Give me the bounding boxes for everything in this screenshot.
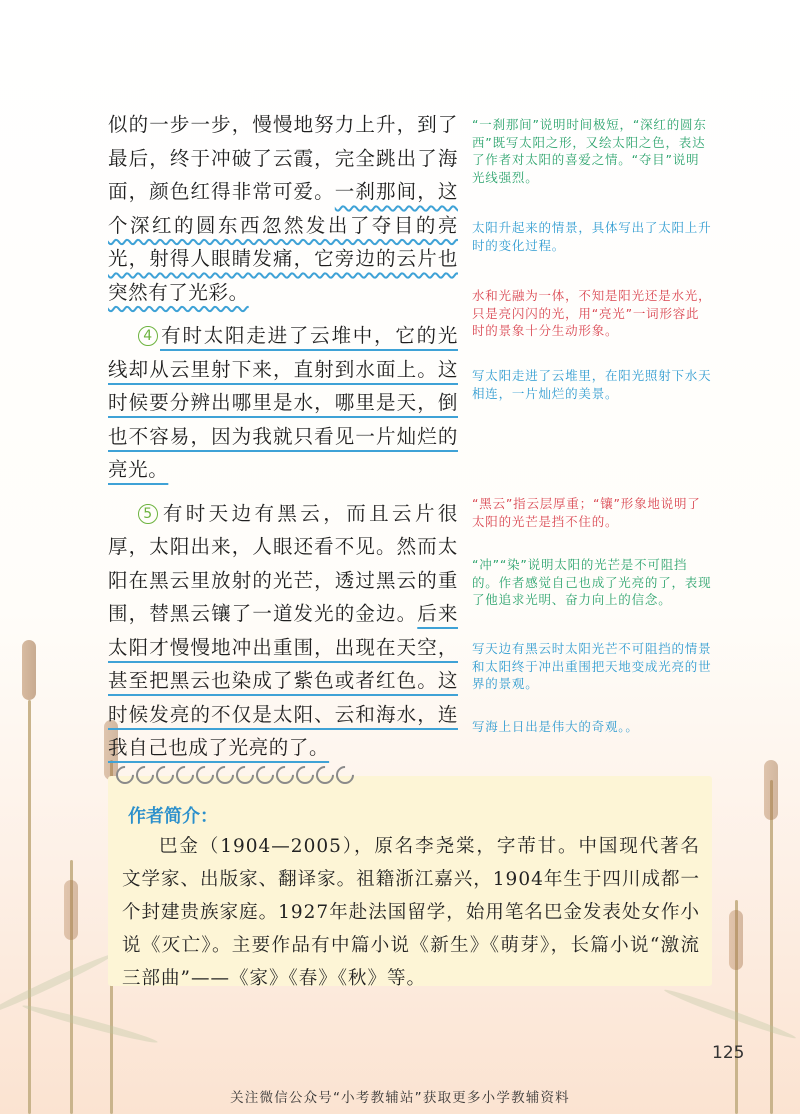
paragraph-5-plain: 有时天边有黑云，而且云片很厚，太阳出来，人眼还看不见。然而太阳在黑云里放射的光芒，透过黑云的重围，替黑云镶了一道发光的金边。 <box>108 501 458 625</box>
paragraph-3-plain: 似的一步一步，慢慢地努力上升，到了最后，终于冲破了云霞，完全跳出了海面，颜色红得非常可爱。 <box>108 113 458 203</box>
author-intro-text: 巴金（1904—2005），原名李尧棠，字芾甘。中国现代著名文学家、出版家、翻译家。祖籍浙江嘉兴，1904年生于四川成都一个封建贵族家庭。1927年赴法国留学，始用笔名巴金发表处女作小说《灭亡》。主要作品有中篇小说《新生》《萌芽》，长篇小说“激流三部曲”——《家》《春》《秋》等。 <box>122 836 700 989</box>
paragraph-4-underlined: 有时太阳走进了云堆中，它的光线却从云里射下来，直射到水面上。这时候要分辨出哪里是水，哪里是天，倒也不容易，因为我就只看见一片灿烂的亮光。 <box>108 324 458 481</box>
author-intro-box <box>108 776 712 989</box>
paragraph-number-5: 5 <box>138 504 158 524</box>
footer-note: 关注微信公众号“小考教辅站”获取更多小学教辅资料 <box>230 1090 570 1106</box>
paragraph-5 <box>108 497 458 765</box>
annotation-note-2: 太阳升起来的情景，具体写出了太阳上升时的变化过程。 <box>472 220 712 253</box>
annotation-note-8: 写海上日出是伟大的奇观。。 <box>472 719 639 734</box>
annotation-note-3: 水和光融为一体，不知是阳光还是水光，只是亮闪闪的光，用“亮光”一词形容此时的景象十分生动形象。 <box>472 288 712 338</box>
annotation-note-6: “冲”“染”说明太阳的光芒是不可阻挡的。作者感觉自己也成了光亮的了，表现了他追求光明、奋力向上的信念。 <box>472 557 712 607</box>
annotation-note-1: “一刹那间”说明时间极短，“深红的圆东西”既写太阳之形，又绘太阳之色，表达了作者对太阳的喜爱之情。“夺目”说明光线强烈。 <box>472 117 707 185</box>
paragraph-3-continued <box>108 108 458 309</box>
paragraph-4 <box>108 319 458 487</box>
notebook-spiral-decoration <box>116 766 354 782</box>
paragraph-number-4: 4 <box>138 326 158 346</box>
annotation-note-7: 写天边有黑云时太阳光芒不可阻挡的情景和太阳终于冲出重围把天地变成光亮的世界的景观。 <box>472 641 712 691</box>
paragraph-5-underlined: 后来太阳才慢慢地冲出重围，出现在天空，甚至把黑云也染成了紫色或者红色。这时候发亮的不仅是太阳、云和海水，连我自己也成了光亮的了。 <box>108 602 458 759</box>
main-text-column <box>108 108 458 808</box>
page-number: 125 <box>712 1043 745 1063</box>
paragraph-3-underlined: 一刹那间，这个深红的圆东西忽然发出了夺目的亮光，射得人眼睛发痛，它旁边的云片也突然有了光彩。 <box>108 180 458 304</box>
annotation-note-5: “黑云”指云层厚重；“镶”形象地说明了太阳的光芒是挡不住的。 <box>472 496 701 529</box>
annotation-note-4: 写太阳走进了云堆里，在阳光照射下水天相连，一片灿烂的美景。 <box>472 368 712 401</box>
author-intro-title: 作者简介： <box>128 806 218 827</box>
